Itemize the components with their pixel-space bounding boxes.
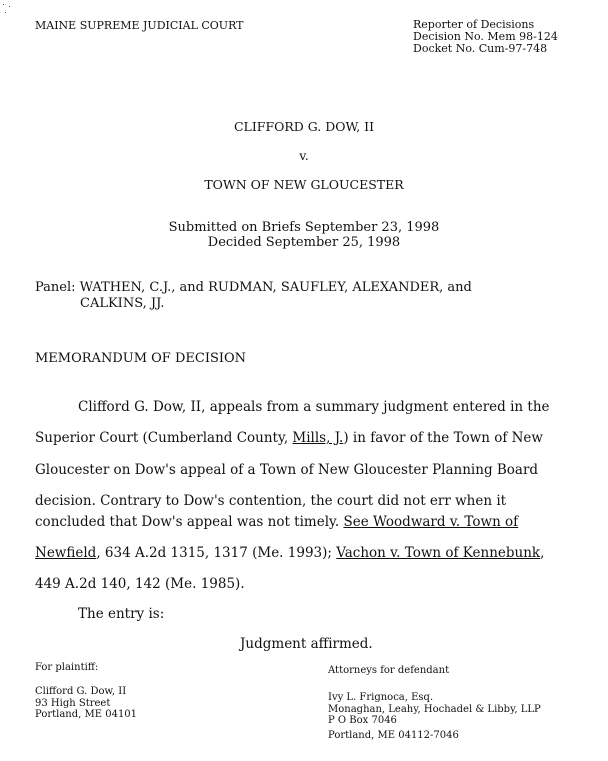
memo-heading: MEMORANDUM OF DECISION (35, 351, 247, 366)
body-line-4: decision. Contrary to Dow's contention, the court did not err when it (35, 493, 507, 509)
versus: v. (299, 148, 309, 163)
decision-number: Decision No. Mem 98-124 (413, 30, 558, 43)
body-text: , (540, 545, 545, 561)
judgment: Judgment affirmed. (240, 636, 373, 652)
submitted-date: Submitted on Briefs September 23, 1998 (168, 220, 440, 235)
scan-speck (3, 4, 4, 5)
defendant-line: Monaghan, Leahy, Hochadel & Libby, LLP (328, 703, 541, 715)
scan-speck (9, 6, 10, 7)
defendant-line: P O Box 7046 (328, 715, 397, 726)
panel-line-2: CALKINS, JJ. (80, 296, 165, 311)
body-line-3: Gloucester on Dow's appeal of a Town of New Gloucester Planning Board (35, 462, 539, 478)
body-text: , 634 A.2d 1315, 1317 (Me. 1993); (96, 545, 337, 561)
citation-woodward: See Woodward v. Town of (343, 514, 519, 530)
body-line-7: 449 A.2d 140, 142 (Me. 1985). (35, 576, 245, 592)
citation-newfield: Newfield (35, 545, 97, 561)
docket-block (413, 19, 558, 55)
reporter-label: Reporter of Decisions (413, 18, 535, 31)
entry-label: The entry is: (78, 606, 165, 622)
judge-name: Mills, J. (292, 430, 344, 446)
appellee-name: TOWN OF NEW GLOUCESTER (204, 177, 404, 192)
body-line-6 (35, 545, 544, 561)
panel-line-1: Panel: WATHEN, C.J., and RUDMAN, SAUFLEY, ALEXANDER, and (35, 280, 472, 295)
decided-date: Decided September 25, 1998 (207, 235, 401, 250)
defendant-label: Attorneys for defendant (328, 665, 450, 676)
appellant-name: CLIFFORD G. DOW, II (233, 119, 375, 134)
court-name: MAINE SUPREME JUDICIAL COURT (35, 19, 244, 32)
docket-number: Docket No. Cum-97-748 (413, 42, 548, 55)
body-line-1: Clifford G. Dow, II, appeals from a summary judgment entered in the (78, 399, 550, 415)
defendant-block (328, 692, 541, 741)
plaintiff-line: Portland, ME 04101 (35, 709, 138, 720)
plaintiff-line: Clifford G. Dow, II (35, 686, 127, 697)
body-line-2 (35, 430, 543, 446)
plaintiff-line: 93 High Street (35, 697, 111, 709)
plaintiff-label: For plaintiff: (35, 662, 99, 673)
body-text: ) in favor of the Town of New (343, 430, 543, 446)
scan-speck (5, 12, 6, 13)
body-text: concluded that Dow's appeal was not timely. (35, 514, 344, 530)
defendant-line: Portland, ME 04112-7046 (328, 729, 459, 741)
defendant-line: Ivy L. Frignoca, Esq. (328, 692, 434, 703)
body-text: Superior Court (Cumberland County, (35, 430, 293, 446)
body-line-5 (35, 514, 518, 530)
plaintiff-block (35, 686, 137, 721)
citation-vachon: Vachon v. Town of Kennebunk (336, 545, 541, 561)
